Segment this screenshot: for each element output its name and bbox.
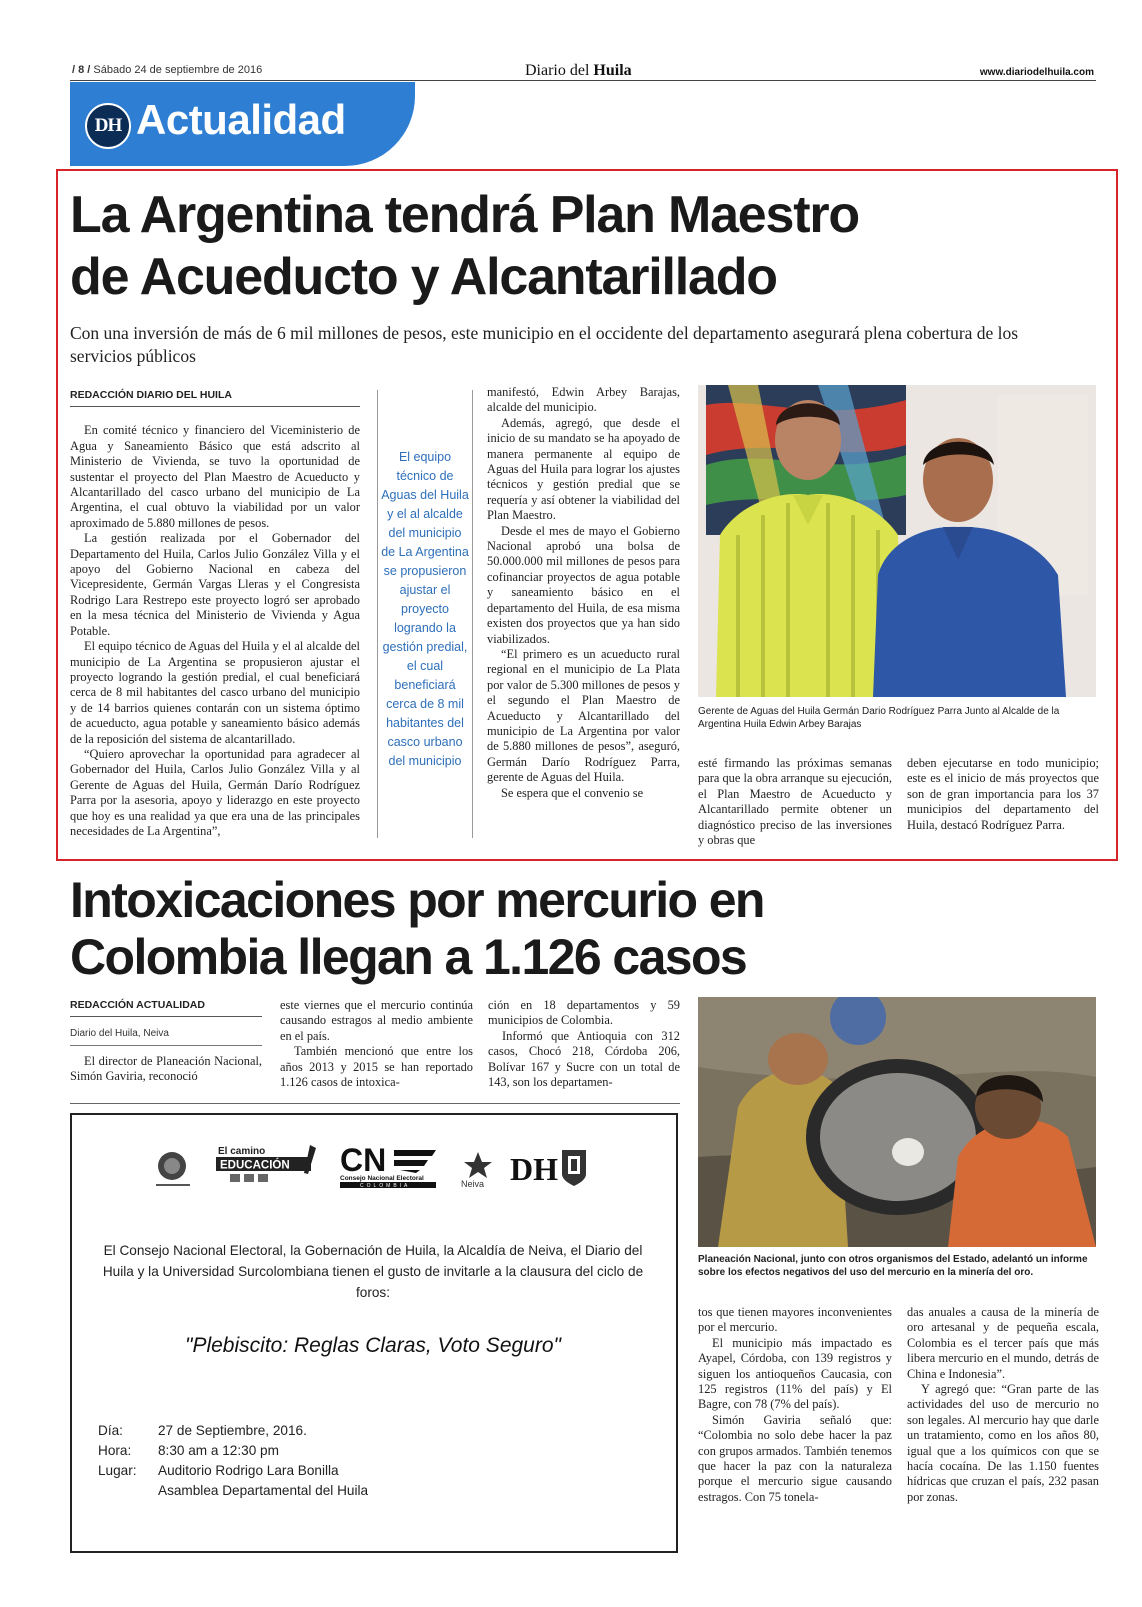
article2-column-3 (488, 998, 680, 1090)
section-title: Actualidad (136, 96, 346, 143)
article2-headline-line2: Colombia llegan a 1.126 casos (70, 929, 747, 985)
article1-headline-line1: La Argentina tendrá Plan Maestro (70, 186, 859, 244)
article1-byline: REDACCIÓN DIARIO DEL HUILA (70, 388, 360, 407)
pull-quote: El equipo técnico de Aguas del Huila y el al alcalde del municipio de La Argentina se propusieron ajustar el proyecto logrando la gestión predial, el cual beneficiará cerca de 8 mil habitantes del casco urbano del municipio (381, 450, 469, 768)
time-label: Hora: (98, 1443, 132, 1458)
logo-cn-sub: Consejo Nacional Electoral (340, 1175, 424, 1182)
article2-column-2 (280, 998, 473, 1090)
article1-paragraph: “El primero es un acueducto rural regional en el municipio de La Plata por valor de 5.300 millones de pesos y el segundo el Plan Maestro de Acueducto y Alcantarillado del municipio de La Argentina por valor de 5.880 millones de pesos”, aseguró, Germán Darío Rodríguez Parra, gerente de Aguas del Huila. (487, 646, 680, 785)
article2-dateline: Diario del Huila, Neiva (70, 1026, 262, 1045)
invitation-place-row-2 (98, 1481, 368, 1501)
logo-dh: DH (510, 1151, 558, 1187)
place-value-1: Auditorio Rodrigo Lara Bonilla (158, 1463, 339, 1478)
article2-rule (70, 1103, 680, 1104)
article1-column-3 (698, 756, 892, 848)
article1-paragraph: La gestión realizada por el Gobernador del Departamento del Huila, Carlos Julio González Villa y el apoyo del Gobierno Nacional en cabeza del Vicepresidente, Germán Vargas Lleras y el Congresista Rodrigo Lara Restrepo este proyecto logró ser aprobado en la mesa técnica del Ministerio de Vivienda y Agua Potable. (70, 531, 360, 638)
article2-paragraph: Y agregó que: “Gran parte de las actividades del uso de mercurio no son legales. Al mercurio hay que darle un tratamiento, como en los años 80, igual que a los químicos con que se hacía cocaína. De las 1.150 fuentes hídricas que cruzan el país, 232 pasan por zonas. (907, 1382, 1099, 1504)
article1-headline (70, 184, 1100, 308)
article2-paragraph: El director de Planeación Nacional, Simón Gaviria, reconoció (70, 1053, 262, 1084)
invitation-day-row (98, 1421, 368, 1441)
gold-panning-photo (698, 997, 1096, 1247)
place-value-2: Asamblea Departamental del Huila (158, 1483, 369, 1498)
day-value: 27 de Septiembre, 2016. (158, 1423, 307, 1438)
article2-paragraph: El municipio más impactado es Ayapel, Córdoba, con 139 registros y siguen los antioqueños Caucasia, con 125 registros (11% del país) y El Bagre, con 78 (7% del país). (698, 1335, 892, 1412)
article1-paragraph: Se espera que el convenio se (501, 785, 644, 800)
logo-educacion-a: El camino (218, 1146, 266, 1157)
website: www.diariodelhuila.com (979, 67, 1094, 78)
article2-paragraph: Simón Gaviria señaló que: “Colombia no solo debe hacer la paz con grupos armados. También tenemos que hacer la paz con la naturaleza porque el mercurio sigue causando estragos. Con 75 tonela- (698, 1412, 892, 1504)
masthead-diario: Diario del (525, 62, 594, 79)
article2-paragraph: das anuales a causa de la minería de oro artesanal y de pequeña escala, Colombia es el tercer país que más libera mercurio en el mundo, detrás de China e Indonesia”. (907, 1305, 1099, 1381)
article1-column-4 (907, 756, 1099, 833)
article1-caption: Gerente de Aguas del Huila Germán Dario Rodríguez Parra Junto al Alcalde de la Argentina Huila Edwin Arbey Barajas (698, 706, 1060, 730)
article1-column-1 (70, 388, 360, 839)
logo-cn: CN (340, 1142, 387, 1178)
article2-paragraph: También mencionó que entre los años 2013 y 2015 se han reportado 1.126 casos de intoxica- (280, 1044, 473, 1090)
page-number: / 8 / (72, 64, 91, 76)
alcaldia-neiva-logo-icon (461, 1152, 492, 1189)
diario-del-huila-logo-icon (510, 1150, 558, 1187)
article2-caption: Planeación Nacional, junto con otros organismos del Estado, adelantó un informe sobre los efectos negativos del uso del mercurio en la minería del oro. (698, 1254, 1088, 1278)
place-label: Lugar: (98, 1463, 137, 1478)
invitation-text: El Consejo Nacional Electoral, la Gobernación de Huila, la Alcaldía de Neiva, el Diario del Huila y la Universidad Surcolombiana tienen el gusto de invitarle a la clausura del ciclo de foros: (102, 1243, 644, 1300)
invitation-title: "Plebiscito: Reglas Claras, Voto Seguro" (185, 1334, 561, 1357)
article2-column-6 (907, 1305, 1099, 1505)
article2-byline: REDACCIÓN ACTUALIDAD (70, 998, 262, 1017)
article1-paragraph: Desde el mes de mayo el Gobierno Nacional aprobó una bolsa de 50.000.000 mil millones de pesos para cofinanciar proyectos de agua potable y saneamiento básico en el departamento del Huila, de esa misma existen dos proyectos que ya han sido viabilizados. (487, 523, 680, 646)
header-rule (70, 80, 1096, 81)
article2-paragraph: ción en 18 departamentos y 59 municipios de Colombia. (488, 998, 680, 1028)
logo-neiva: Neiva (461, 1179, 485, 1189)
article1-paragraph: manifestó, Edwin Arbey Barajas, alcalde del municipio. (487, 385, 680, 415)
sponsor-logos (150, 1140, 610, 1190)
article1-standfirst: Con una inversión de más de 6 mil millones de pesos, este municipio en el occidente del departamento asegurará plena cobertura de los servicios públicos (70, 323, 1019, 366)
article2-column-5 (698, 1305, 892, 1505)
day-label: Día: (98, 1423, 123, 1438)
article2-paragraph: este viernes que el mercurio continúa causando estragos al medio ambiente en el país. (280, 998, 473, 1043)
article1-paragraph: En comité técnico y financiero del Viceministerio de Agua y Saneamiento Básico que está adscrito al Ministerio de Vivienda, se tuvo la oportunidad de sustentar el proyecto del Plan Maestro de Acueducto y Alcantarillado del casco urbano del municipio de La Argentina, el cual obtuvo la viabilidad por un valor aproximado de 5.880 millones de pesos. (70, 423, 360, 530)
invitation-place-row (98, 1461, 368, 1481)
article1-paragraph: esté firmando las próximas semanas para que la obra arranque su ejecución, el Plan Maestro de Acueducto y Alcantarillado permite obtener un diagnóstico preciso de las inversiones y obras que (698, 756, 892, 848)
article1-paragraph: Además, agregó, que desde el inicio de su mandato se ha apoyado de manera permanente al equipo de Aguas del Huila para lograr los ajustes técnicos y gestión predial que se requería y así obtener la viabilidad del Plan Maestro. (487, 415, 680, 523)
article2-photo (698, 997, 1096, 1247)
article1-column-2 (487, 385, 680, 801)
el-camino-educacion-logo-icon (216, 1145, 316, 1182)
article1-paragraph: “Quiero aprovechar la oportunidad para agradecer al Gobernador del Huila, Carlos Julio González Villa y al Gerente de Aguas del Huila, Germán Darío Rodríguez Parra por la asesoria, apoyo y liderazgo en este proyecto que hoy es una realidad ya que era una de las principales necesidades de La Argentina”, (70, 746, 360, 838)
cne-logo-icon (340, 1142, 436, 1189)
article1-headline-line2: de Acueducto y Alcantarillado (70, 248, 777, 306)
masthead (525, 62, 632, 80)
dh-logo-icon: DH (85, 103, 131, 149)
article1-paragraph: deben ejecutarse en todo municipio; este es el inicio de más proyectos que son de gran importancia para los 37 municipios del departamento del Huila, destacó Rodríguez Parra. (907, 756, 1099, 832)
article2-headline (70, 872, 870, 986)
invitation-details (98, 1421, 368, 1501)
article1-paragraph: El equipo técnico de Aguas del Huila y el al alcalde del municipio de La Argentina se propusieron ajustar el proyecto logrando la gestión predial, el cual beneficiará cerca de 8 mil habitantes del casco urbano del municipio y de 14 barrios quienes contarán con un sistema óptimo de acueducto, agua potable y saneamiento básico además de la reposición del sistema de alcantarillado. (70, 639, 360, 746)
page-folio (72, 64, 262, 76)
article2-paragraph: tos que tienen mayores inconvenientes por el mercurio. (698, 1305, 892, 1335)
masthead-huila: Huila (593, 62, 632, 79)
article1-photo (698, 385, 1096, 697)
logo-educacion-b: EDUCACIÓN (220, 1159, 290, 1172)
sponsor-logos-icon (150, 1140, 610, 1190)
invitation-time-row (98, 1441, 368, 1461)
logo-cn-country: COLOMBIA (360, 1183, 411, 1189)
gobernacion-seal-icon (156, 1152, 190, 1186)
article2-column-1 (70, 998, 262, 1085)
universidad-surcolombiana-logo-icon (562, 1150, 586, 1186)
article2-headline-line1: Intoxicaciones por mercurio en (70, 872, 764, 928)
issue-date: Sábado 24 de septiembre de 2016 (93, 64, 263, 76)
time-value: 8:30 am a 12:30 pm (158, 1443, 279, 1458)
two-men-photo (698, 385, 1096, 697)
article2-paragraph: Informó que Antioquia con 312 casos, Chocó 218, Córdoba 206, Bolívar 167 y Sucre con un total de 143, son los departamen- (488, 1028, 680, 1090)
